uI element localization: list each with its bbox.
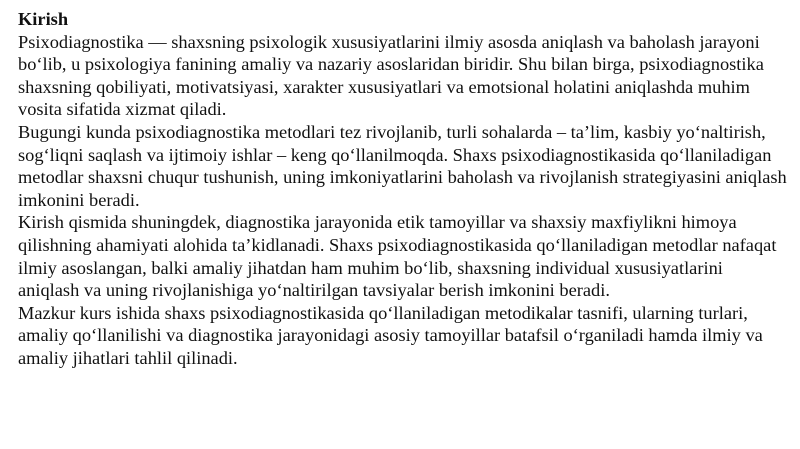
- paragraph-2: Bugungi kunda psixodiagnostika metodlari tez rivojlanib, turli sohalarda – ta’lim, kasbiy yo‘naltirish, sog‘liqni saqlash va ijtimoiy ishlar – keng qo‘llanilmoqda. Shaxs psixodiagnostikasida qo‘llaniladigan metodlar shaxsni chuqur tushunish, uning imkoniyatlarini baholash va rivojlanish strategiyasini aniqlash imkonini beradi.: [18, 121, 787, 210]
- paragraph-3: Kirish qismida shuningdek, diagnostika jarayonida etik tamoyillar va shaxsiy maxfiylikni himoya qilishning ahamiyati alohida ta’kidlanadi. Shaxs psixodiagnostikasida qo‘llaniladigan metodlar nafaqat ilmiy asoslangan, balki amaliy jihatdan ham muhim bo‘lib, shaxsning individual xususiyatlarini aniqlash va uning rivojlanishiga yo‘naltirilgan tavsiyalar berish imkonini beradi.: [18, 212, 777, 301]
- paragraph-4: Mazkur kurs ishida shaxs psixodiagnostikasida qo‘llaniladigan metodikalar tasnifi, ularning turlari, amaliy qo‘llanilishi va diagnostika jarayonidagi asosiy tamoyillar batafsil o‘rganiladi hamda ilmiy va amaliy jihatlari tahlil qilinadi.: [18, 302, 763, 368]
- paragraph-1: Psixodiagnostika — shaxsning psixologik xususiyatlarini ilmiy asosda aniqlash va baholash jarayoni bo‘lib, u psixologiya fanining amaliy va nazariy asoslaridan biridir. Shu bilan birga, psixodiagnostika shaxsning qobiliyati, motivatsiyasi, xarakter xususiyatlari va emotsional holatini aniqlashda muhim vosita sifatida xizmat qiladi.: [18, 31, 764, 120]
- section-heading: Kirish: [18, 9, 69, 29]
- document-body: [18, 8, 788, 370]
